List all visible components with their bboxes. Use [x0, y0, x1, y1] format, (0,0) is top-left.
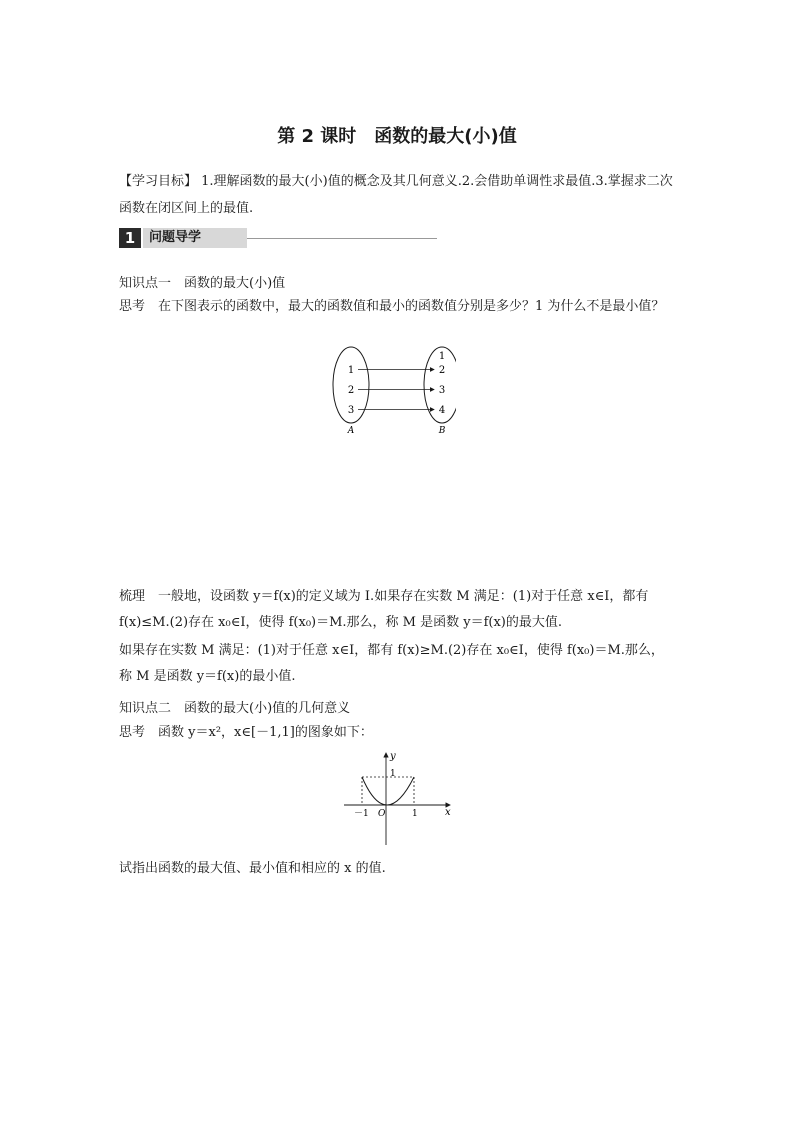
summary-line-1 — [119, 583, 679, 610]
tick-label-neg1: －1 — [354, 809, 369, 819]
summary-label: 梳理 — [119, 589, 146, 604]
set-a-element: 1 — [347, 365, 355, 376]
parabola-curve — [362, 777, 414, 805]
x-axis-label: x — [445, 807, 451, 818]
origin-label: O — [378, 809, 386, 819]
mapping-diagram — [326, 345, 456, 440]
set-b-element: 2 — [438, 365, 446, 376]
section-divider — [247, 238, 437, 239]
think-text-2: 函数 y＝x²，x∈[－1,1]的图象如下： — [158, 725, 373, 740]
think-label-2: 思考 — [119, 725, 146, 740]
set-b-element: 4 — [438, 405, 446, 416]
section-heading — [119, 228, 439, 248]
knowledge-point-2-title: 知识点二 函数的最大(小)值的几何意义 — [119, 701, 351, 716]
knowledge-point-2-think — [119, 719, 679, 746]
set-a-label: A — [347, 426, 355, 436]
knowledge-point-1-title: 知识点一 函数的最大(小)值 — [119, 276, 286, 291]
summary-line-4: 称 M 是函数 y＝f(x)的最小值. — [119, 669, 296, 684]
parabola-graph — [338, 747, 458, 847]
tick-label-pos1: 1 — [412, 809, 418, 819]
tick-label-y1: 1 — [390, 769, 396, 779]
set-a-element: 2 — [347, 385, 355, 396]
learning-objectives — [119, 168, 679, 222]
objectives-label: 【学习目标】 — [119, 174, 198, 189]
set-b-label: B — [438, 426, 446, 436]
page-title: 第 2 课时 函数的最大(小)值 — [277, 126, 517, 147]
summary-line-3: 如果存在实数 M 满足：(1)对于任意 x∈I，都有 f(x)≥M.(2)存在 x₀∈I，使得 f(x₀)＝M.那么， — [119, 643, 664, 658]
set-a-element: 3 — [347, 405, 355, 416]
set-b-element: 3 — [438, 385, 446, 396]
section-number: 1 — [119, 228, 141, 248]
objectives-text: 1.理解函数的最大(小)值的概念及其几何意义.2.会借助单调性求最值.3.掌握求二次函数在闭区间上的最值. — [119, 174, 673, 216]
question-text: 试指出函数的最大值、最小值和相应的 x 的值. — [119, 861, 386, 876]
knowledge-point-1-think — [119, 293, 679, 320]
summary-line-2: f(x)≤M.(2)存在 x₀∈I，使得 f(x₀)＝M.那么，称 M 是函数 y＝f(x)的最大值. — [119, 615, 563, 630]
summary-text-1: 一般地，设函数 y＝f(x)的定义域为 I.如果存在实数 M 满足：(1)对于任意 x∈I，都有 — [158, 589, 649, 604]
y-axis-label: y — [390, 751, 396, 762]
section-label: 问题导学 — [143, 228, 247, 248]
think-label-1: 思考 — [119, 299, 146, 314]
think-text-1: 在下图表示的函数中，最大的函数值和最小的函数值分别是多少？1 为什么不是最小值？ — [158, 299, 665, 314]
set-b-element: 1 — [438, 351, 446, 362]
